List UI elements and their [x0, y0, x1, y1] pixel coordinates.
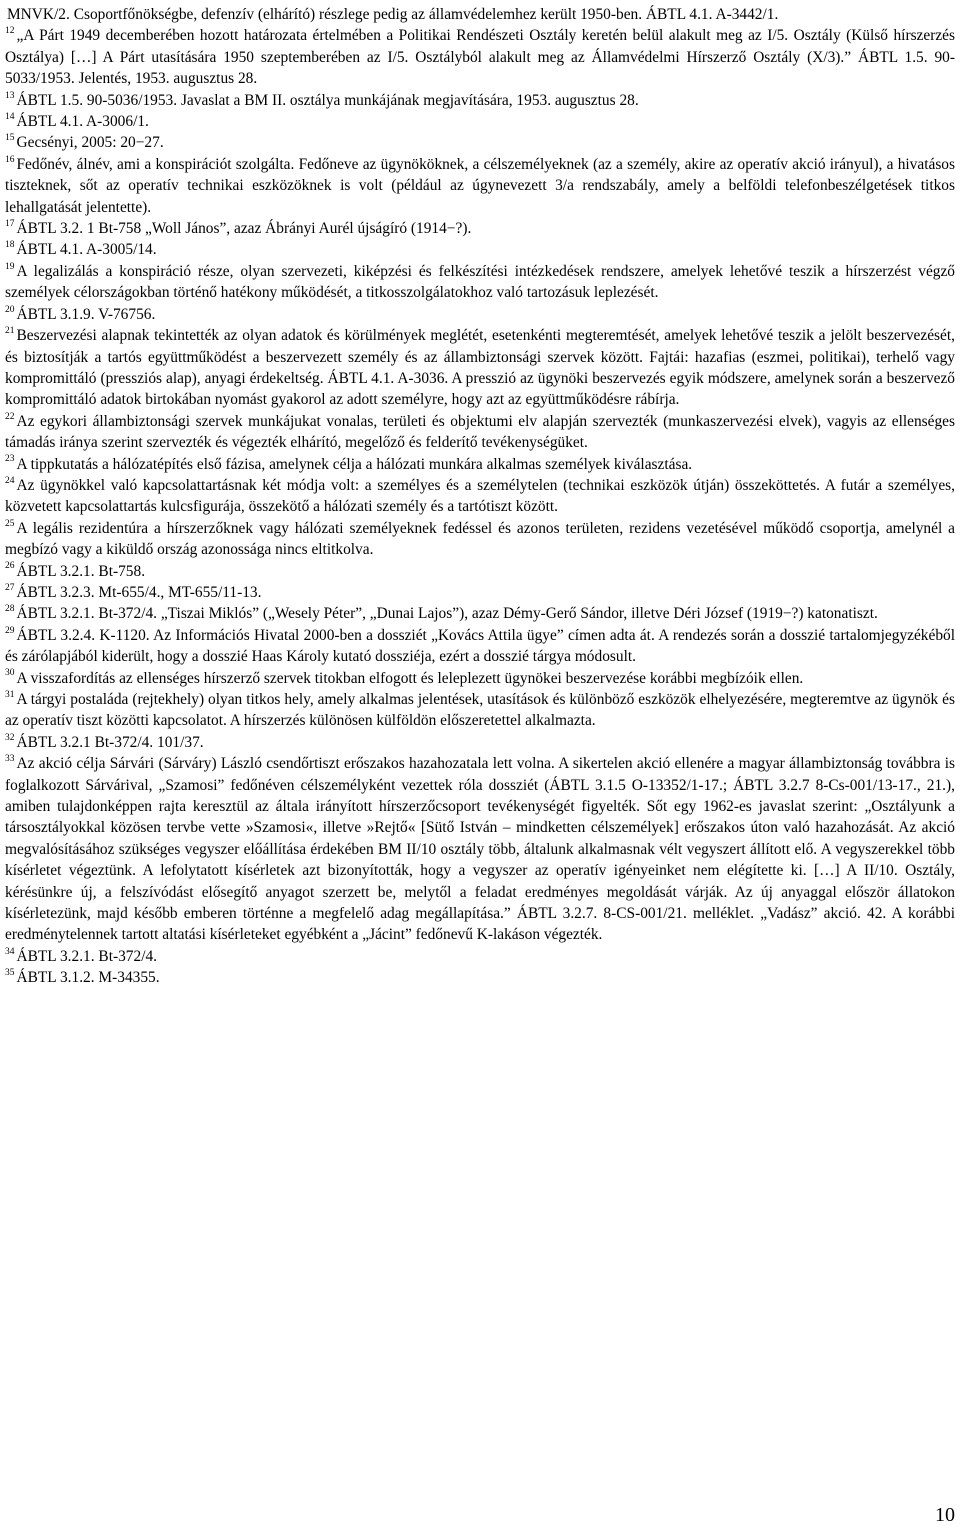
footnote: $^{28}$ ÁBTL 3.2.1. Bt-372/4. „Tiszai Miklós” („Wesely Péter”, „Dunai Lajos”), azaz Démy-Gerő Sándor, illetve Déri József (1919−?) katonatiszt.: [5, 604, 878, 623]
footnote: MNVK/2. Csoportfőnökségbe, defenzív (elhárító) részlege pedig az államvédelemhez került 1950-ben. ÁBTL 4.1. A-3442/1.: [7, 6, 779, 23]
footnote: $^{34}$ ÁBTL 3.2.1. Bt-372/4.: [5, 946, 158, 965]
footnote: $^{18}$ ÁBTL 4.1. A-3005/14.: [5, 240, 157, 259]
footnote: $^{35}$ ÁBTL 3.1.2. M-34355.: [5, 968, 160, 987]
footnote: $^{26}$ ÁBTL 3.2.1. Bt-758.: [5, 561, 146, 580]
footnote: $^{14}$ ÁBTL 4.1. A-3006/1.: [5, 111, 149, 131]
footnote: $^{12}$ „A Párt 1949 decemberében hozott határozata értelmében a Politikai Rendészeti Osztály keretén belül alakult meg az I/5. Osztály (Külső hírszerzés Osztálya) […] A Párt utasítására 1950 szeptemberében az I/5. Osztályból alakult meg az Államvédelmi Hírszerző Osztály (X/3).” ÁBTL 1.5. 90-5033/1953. Jelentés, 1953. augusztus 28.: [5, 26, 955, 88]
page-number: 10: [935, 1504, 955, 1526]
footnote: $^{15}$ Gecsényi, 2005: 20−27.: [5, 133, 164, 152]
footnote: $^{23}$ A tippkutatás a hálózatépítés első fázisa, amelynek célja a hálózati munkára alkalmas személyek kiválasztása.: [5, 454, 693, 473]
footnote: $^{29}$ ÁBTL 3.2.4. K-1120. Az Információs Hivatal 2000-ben a dossziét „Kovács Attila ügye” címen adta át. A rendezés során a dosszié tartalomjegyzékéből és zárólapjából kiderült, hogy a dosszié Haas Károly kutató dossziéja, ezért a dosszié tárgya módosult.: [5, 625, 955, 666]
footnote: $^{20}$ ÁBTL 3.1.9. V-76756.: [5, 304, 156, 323]
footnote: $^{19}$ A legalizálás a konspiráció része, olyan szervezeti, kiképzési és felkészítési intézkedések rendszere, amelyek lehetővé teszik a hírszerzést végző személyek célországokban történő hatékony működését, a titkosszolgálatokhoz való tartozásuk leplezését.: [5, 261, 955, 302]
footnote: $^{24}$ Az ügynökkel való kapcsolattartásnak két módja volt: a személyes és a személytelen (technikai eszközök útján) összeköttetés. A futár a személyes, közvetett kapcsolattartás kulcsfigurája, összekötő a hálózati személy és a tartótiszt között.: [5, 475, 955, 516]
footnote: $^{32}$ ÁBTL 3.2.1 Bt-372/4. 101/37.: [5, 732, 204, 751]
footnote: $^{30}$ A visszafordítás az ellenséges hírszerző szervek titokban elfogott és leleplezett ügynökei beszervezése korábbi megbízóik ellen.: [5, 668, 804, 687]
footnotes-page: [5, 4, 955, 1010]
footnote: $^{25}$ A legális rezidentúra a hírszerzőknek vagy hálózati személyeknek fedéssel és azonos területen, rezidens vezetésével működő csoportja, amelynél a megbízó vagy a kiküldő ország azonossága nincs eltitkolva.: [5, 518, 955, 559]
footnote: $^{31}$ A tárgyi postaláda (rejtekhely) olyan titkos hely, amely alkalmas jelentések, utasítások és különböző eszközök elhelyezésére, megteremtve az ügynök és az operatív tiszt közötti kapcsolatot. A hírszerzés különösen külföldön előszeretettel alkalmazta.: [5, 689, 955, 730]
footnote: [5, 989, 955, 1010]
footnote: $^{13}$ ÁBTL 1.5. 90-5036/1953. Javaslat a BM II. osztálya munkájának megjavítására, 1953. augusztus 28.: [5, 90, 639, 109]
footnote: $^{33}$ Az akció célja Sárvári (Sárváry) László csendőrtiszt erőszakos hazahozatala lett volna. A sikertelen akció ellenére a magyar állambiztonság továbbra is foglalkozott Sárvárival, „Szamosi” fedőnéven célszemélyként vezettek róla dossziét (ÁBTL 3.1.5 O-13352/1-17.; ÁBTL 3.2.7 8-Cs-001/13-17., 21.), amiben tulajdonképpen rajta keresztül az általa irányított hírszerzőcsoport tevékenységét figyelték. Sőt egy 1962-es javaslat szerint: „Osztályunk a társosztályokkal közösen tervbe vette »Szamosi«, illetve »Rejtő« [Sütő István – mindketten célszemélyek] erőszakos úton való hazahozását. Az akció megvalósításához szükséges vegyszer előállítása érdekében BM II/10 osztály több, általunk alkalmasnak vélt vegyszert állított elő. A vegyszerekkel több kísérletet végeztünk. A lefolytatott kísérletek azt bizonyították, hogy a vegyszer az operatív igényeinket nem elégítette ki. […] A II/10. Osztály, kérésünkre új, a felszívódást elősegítő anyagot szerzett be, melytől a feladat eredményes megoldását várják. Az új anyaggal először állatokon kísérletezünk, majd később emberen történne a megfelelő adag megállapítása.” ÁBTL 3.2.7. 8-CS-001/21. melléklet. „Vadász” akció. 42. A korábbi eredménytelennek tartott altatási kísérleteket egyébként a „Jácint” fedőnevű K-lakáson végezték.: [5, 754, 955, 944]
footnote: $^{27}$ ÁBTL 3.2.3. Mt-655/4., MT-655/11-13.: [5, 582, 262, 601]
footnote: $^{22}$ Az egykori állambiztonsági szervek munkájukat vonalas, területi és objektumi elv alapján szervezték (munkaszervezési elvek), vagyis az ellenséges támadás iránya szerint szervezték és végezték elhárító, megelőző és felderítő tevékenységüket.: [5, 411, 955, 452]
footnote: $^{21}$ Beszervezési alapnak tekintették az olyan adatok és körülmények meglétét, esetenkénti megteremtését, amelyek lehetővé teszik a jelölt beszervezését, és biztosítják a tartós együttműködést a beszervezett személy és az állambiztonsági szervek között. Fajtái: hazafias (eszmei, politikai), terhelő vagy kompromittáló (pressziós alap), anyagi érdekeltség. ÁBTL 4.1. A-3036. A presszió az ügynöki beszervezés egyik módszere, amelynek során a beszervező kompromittáló adatok birtokában nyomást gyakorol az adott személyre, hogy azt az együttműködésre rábírja.: [5, 325, 955, 409]
footnote: $^{16}$ Fedőnév, álnév, ami a konspirációt szolgálta. Fedőneve az ügynököknek, a célszemélyeknek (az a személy, akire az operatív akció irányul), a hivatásos tiszteknek, sőt az operatív technikai eszközöknek is volt (például az úgynevezett 3/a rendszabály, amely a belföldi telefonbeszélgetések titkos lehallgatását jelentette).: [5, 154, 955, 216]
footnote: $^{17}$ ÁBTL 3.2. 1 Bt-758 „Woll János”, azaz Ábrányi Aurél újságíró (1914−?).: [5, 218, 472, 238]
